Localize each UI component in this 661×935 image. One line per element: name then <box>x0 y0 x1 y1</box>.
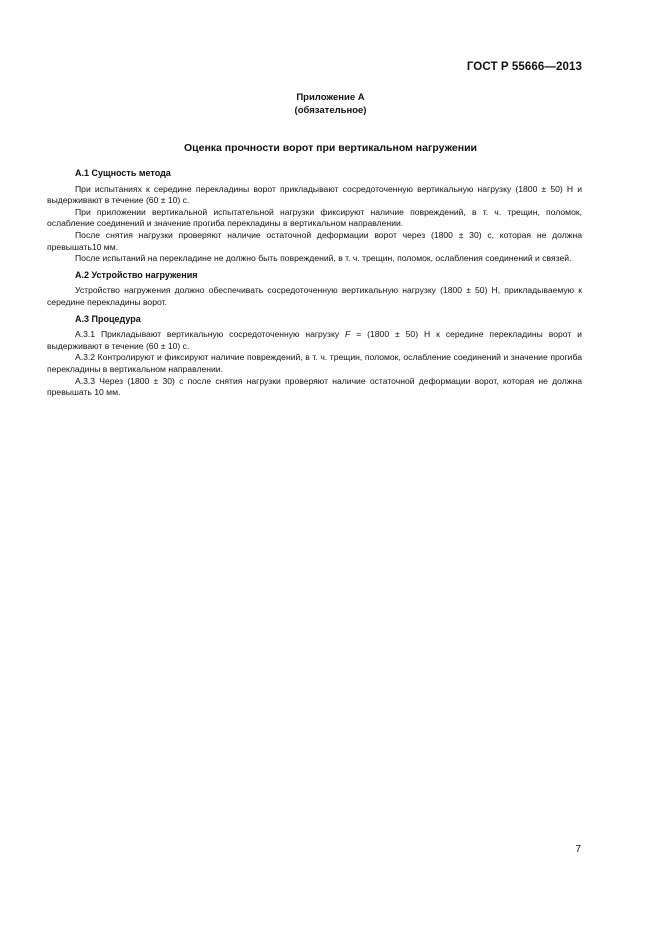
page-number: 7 <box>575 844 581 855</box>
paragraph: Устройство нагружения должно обеспечивать сосредоточенную вертикальную нагрузку (1800 ± 50) Н, прикладываемую к середине перекладины ворот. <box>47 285 582 307</box>
paragraph: При испытаниях к середине перекладины ворот прикладывают сосредоточенную вертикальную нагрузку (1800 ± 50) Н и выдерживают в течение (60 ± 10) с. <box>47 183 582 206</box>
paragraph-a31 <box>47 329 582 352</box>
paragraph: А.3.2 Контролируют и фиксируют наличие повреждений, в т. ч. трещин, поломок, ослабление соединений и значение прогиба перекладины в вертикальном направлении. <box>47 352 582 374</box>
force-variable: F <box>345 329 351 340</box>
paragraph-text: А.3.1 Прикладывают вертикальную сосредоточенную нагрузку <box>75 329 346 340</box>
annex-main-title: Оценка прочности ворот при вертикальном нагружении <box>183 142 478 154</box>
annex-title: Приложение А <box>296 92 365 103</box>
annex-status: (обязательное) <box>294 105 367 116</box>
paragraph: При приложении вертикальной испытательной нагрузки фиксируют наличие повреждений, в т. ч. трещин, поломок, ослабление соединений и значение прогиба перекладины в вертикальном направлении. <box>47 206 582 229</box>
paragraph-text: = (1800 ± 50) Н к середине перекладины ворот и выдерживают в течение (60 ± 10) с. <box>47 329 582 351</box>
section-heading: А.1 Сущность метода <box>75 168 171 178</box>
section-heading: А.2 Устройство нагружения <box>75 269 198 280</box>
paragraph: После снятия нагрузки проверяют наличие остаточной деформации ворот через (1800 ± 30) с, которая не должна превышать10 мм. <box>47 229 582 252</box>
paragraph: А.3.3 Через (1800 ± 30) с после снятия нагрузки проверяют наличие остаточной деформации ворот, которая не должна превышать 10 мм. <box>47 375 582 398</box>
document-code: ГОСТ Р 55666—2013 <box>466 61 582 73</box>
annex-content <box>47 168 582 399</box>
paragraph: После испытаний на перекладине не должно быть повреждений, в т. ч. трещин, поломок, ослабления соединений и связей. <box>75 253 572 264</box>
section-heading: А.3 Процедура <box>75 313 141 324</box>
